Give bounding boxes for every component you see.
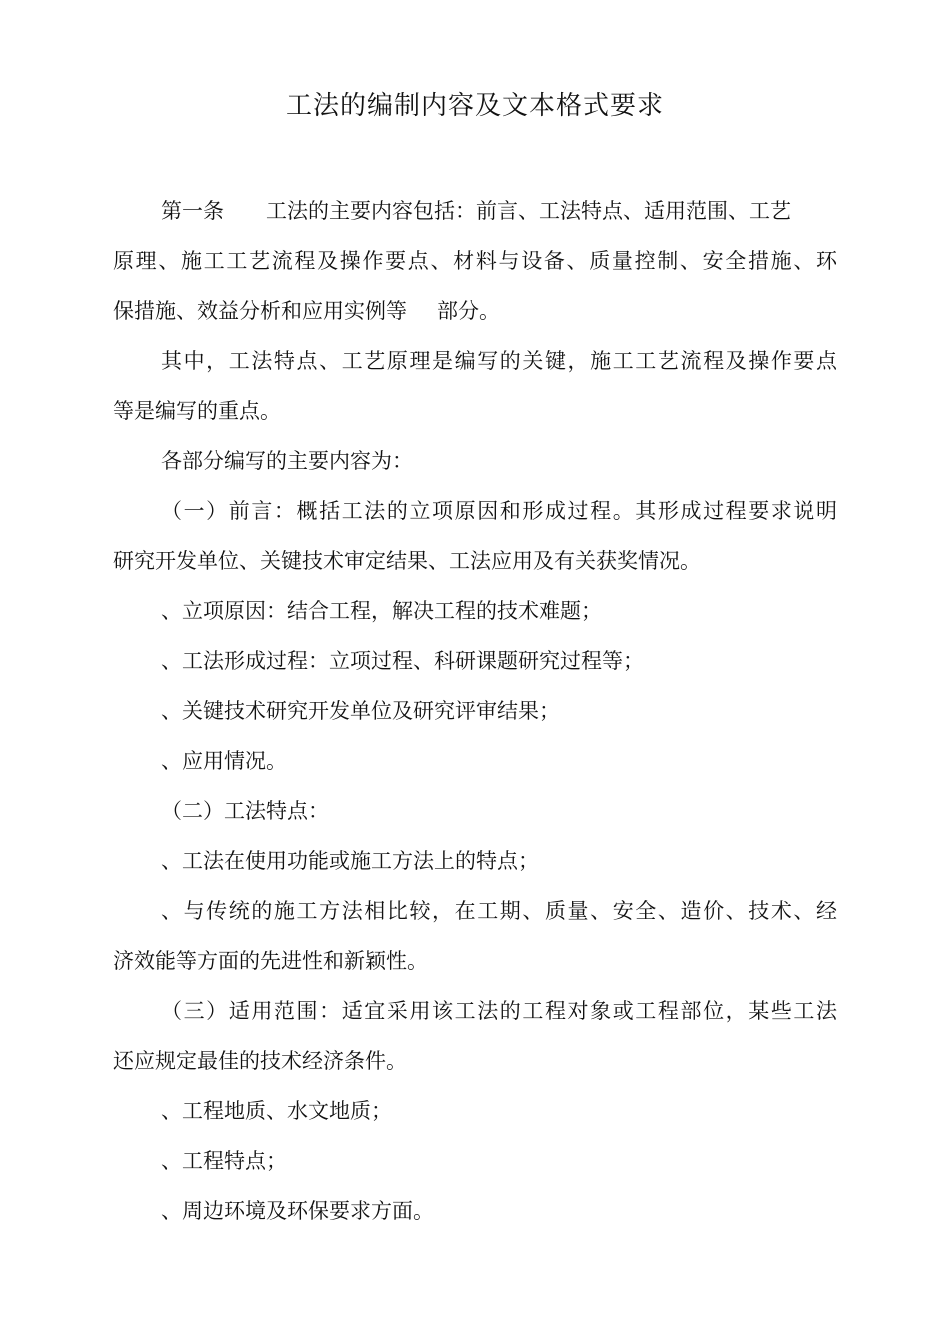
list-item: 、关键技术研究开发单位及研究评审结果； [161, 699, 560, 723]
section-3-heading: （三）适用范围：适宜采用该工法的工程对象或工程部位，某些工法 [161, 999, 837, 1023]
key-paragraph-line-1: 其中，工法特点、工艺原理是编写的关键，施工工艺流程及操作要点 [161, 349, 837, 373]
article-text-part-a: 保措施、效益分析和应用实例等 [113, 299, 407, 323]
section-3-line-2: 还应规定最佳的技术经济条件。 [113, 1049, 407, 1073]
article-1-first-line [161, 196, 791, 226]
intro-paragraph: 各部分编写的主要内容为： [161, 449, 413, 473]
key-paragraph-line-2: 等是编写的重点。 [113, 399, 281, 423]
list-item: 、工程地质、水文地质； [161, 1099, 392, 1123]
section-1-line-2: 研究开发单位、关键技术审定结果、工法应用及有关获奖情况。 [113, 549, 701, 573]
list-item-continuation: 济效能等方面的先进性和新颖性。 [113, 949, 428, 973]
document-title: 工法的编制内容及文本格式要求 [285, 91, 664, 121]
list-item: 、周边环境及环保要求方面。 [161, 1199, 434, 1223]
list-item: 、与传统的施工方法相比较，在工期、质量、安全、造价、技术、经 [161, 899, 837, 923]
article-1-line-3 [113, 296, 500, 326]
article-1-line-2: 原理、施工工艺流程及操作要点、材料与设备、质量控制、安全措施、环 [113, 249, 837, 273]
list-item: 、工法形成过程：立项过程、科研课题研究过程等； [161, 649, 644, 673]
section-2-heading: （二）工法特点： [161, 799, 329, 823]
list-item: 、工法在使用功能或施工方法上的特点； [161, 849, 539, 873]
list-item: 、应用情况。 [161, 749, 287, 773]
section-1-heading: （一）前言：概括工法的立项原因和形成过程。其形成过程要求说明 [161, 499, 837, 523]
article-label: 第一条 [161, 199, 224, 223]
article-text-start: 工法的主要内容包括：前言、工法特点、适用范围、工艺 [266, 199, 791, 223]
list-item: 、立项原因：结合工程，解决工程的技术难题； [161, 599, 602, 623]
article-text-part-b: 部分。 [437, 299, 500, 323]
list-item: 、工程特点； [161, 1149, 287, 1173]
